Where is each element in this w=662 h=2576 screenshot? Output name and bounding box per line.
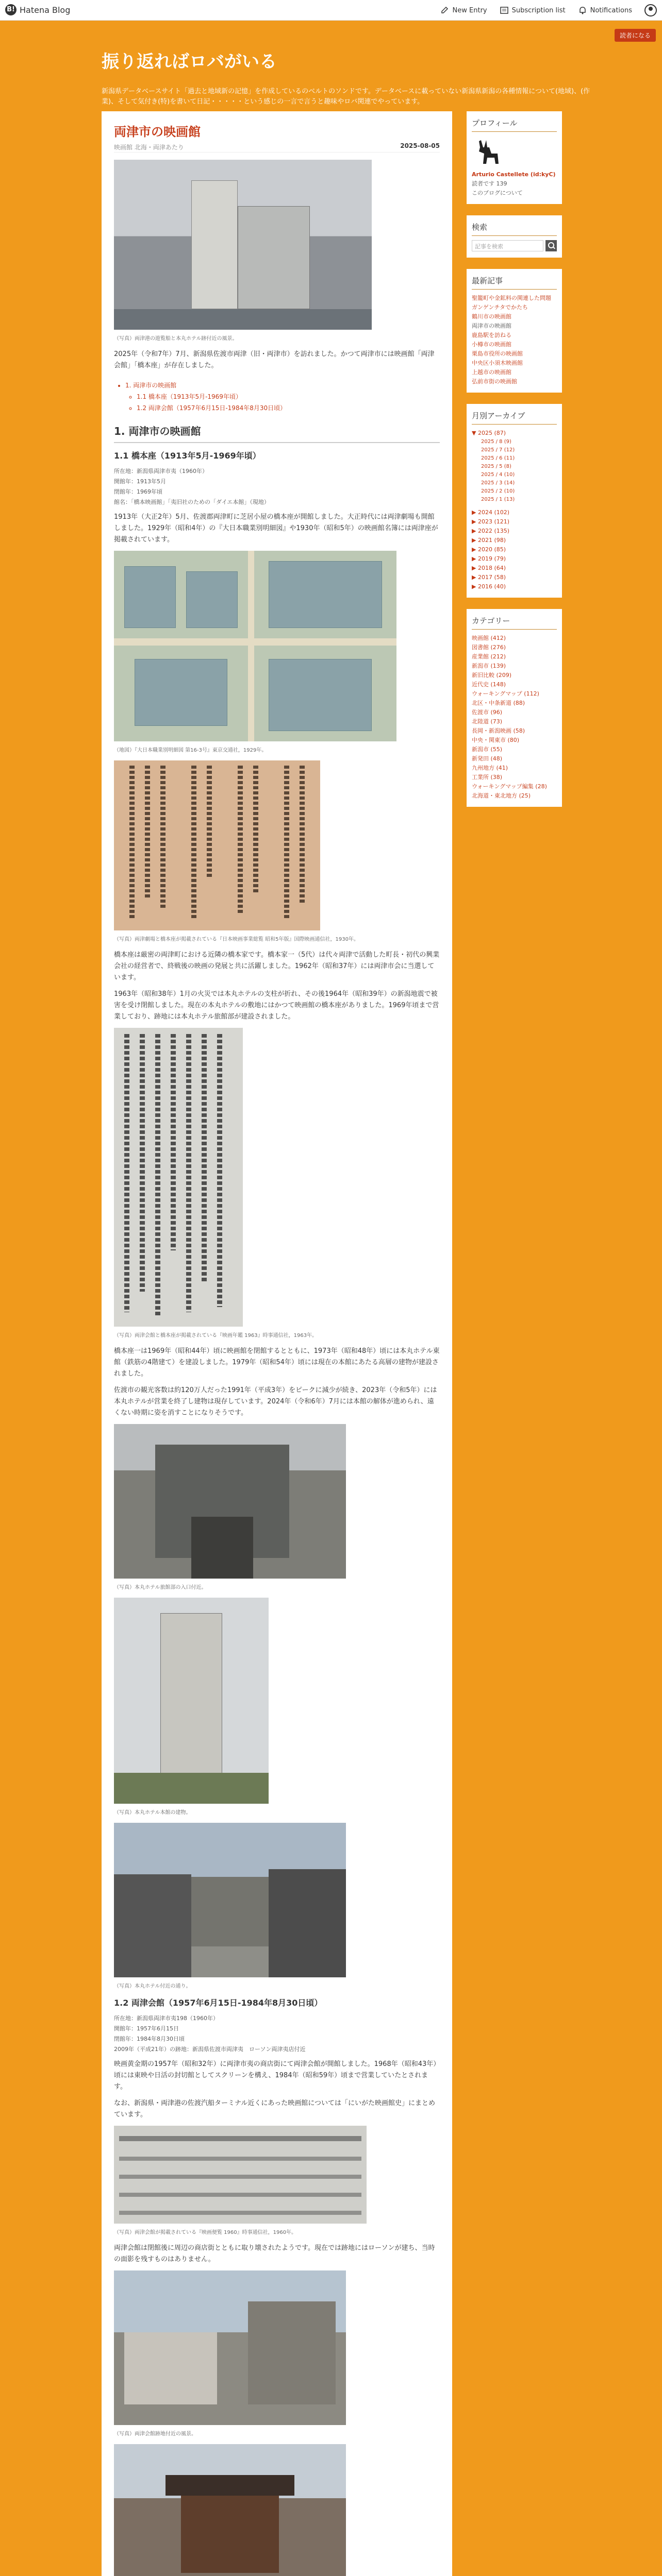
recent-post-link[interactable]: 小樽市の映画館 xyxy=(472,341,511,348)
sidebar xyxy=(467,111,562,818)
meta-line: 館名：「橋本映画館」「夷旧社のための「ダイエ本館」（現地） xyxy=(114,499,270,505)
module-title: 検索 xyxy=(472,222,557,236)
archive-year-link[interactable]: ▶ 2017 (58) xyxy=(472,574,506,581)
article-paragraph: 橋本座は厳密の両津町における近隣の橋本家です。橋本家一（5代）は代々両津で活動した町長・初代の興業会社の経営者で、終戦後の映画の発展と共に活躍しました。1962年（昭和37年）には両津市会に当選しています。 xyxy=(114,951,440,981)
archive-year-link[interactable]: ▶ 2024 (102) xyxy=(472,509,510,516)
meta-line: 閉館年：1984年8月30日頃 xyxy=(114,2036,185,2042)
recent-post-link[interactable]: 鹿島駅を訪ねる xyxy=(472,332,511,338)
recent-post-link[interactable]: 上越市の映画館 xyxy=(472,369,511,376)
section-heading: 1. 両津市の映画館 xyxy=(114,423,440,443)
recent-post-link[interactable]: ガンゲンチタでかたち xyxy=(472,304,528,311)
category-link[interactable]: 工業所 (38) xyxy=(472,774,503,781)
table-of-contents xyxy=(125,380,440,414)
category-link[interactable]: 北陸道 (73) xyxy=(472,718,503,725)
profile-avatar[interactable] xyxy=(472,136,503,167)
photo-site-today xyxy=(114,2270,346,2425)
photo-street xyxy=(114,1823,346,1977)
category-link[interactable]: ウォーキングマップ編集 (28) xyxy=(472,783,547,790)
meta-line: 所在地：新潟県両津市夷198（1960年） xyxy=(114,2015,219,2022)
category-link[interactable]: 長岡・新潟映画 (58) xyxy=(472,727,525,734)
donkey-icon xyxy=(472,136,503,167)
meta-line: 開館年：1957年6月15日 xyxy=(114,2025,179,2032)
category-link[interactable]: 新潟市 (139) xyxy=(472,663,506,669)
scan-handbook-1960 xyxy=(114,2126,367,2224)
article-header xyxy=(114,122,440,152)
photo-hotel-entrance xyxy=(114,1424,346,1579)
hatena-logo-icon: B! xyxy=(5,4,16,15)
category-link[interactable]: 新旧比較 (209) xyxy=(472,672,512,679)
archive-month-link[interactable]: 2025 / 5 (8) xyxy=(481,464,511,469)
blog-description: 新潟県データベースサイト「過去と地域新の記憶」を作成しているのベルトのソンドです。データベースに載っていない新潟県新潟の各種情報について(地域)、(作業)、そして気付き(特)を書いて日記・・・・・という感じの一言で言うと趣味やロバ関連でやっています。 xyxy=(102,88,590,106)
photo-caption: （写真）本丸ホテル付近の通り。 xyxy=(114,1984,191,1989)
archive-year-link[interactable]: ▶ 2022 (135) xyxy=(472,528,510,534)
about-blog-link[interactable]: このブログについて xyxy=(472,190,523,196)
archive-year-link[interactable]: ▶ 2021 (98) xyxy=(472,537,506,544)
archive-year-link[interactable]: ▶ 2019 (79) xyxy=(472,555,506,562)
archive-month-link[interactable]: 2025 / 3 (14) xyxy=(481,480,515,486)
toc-item[interactable]: ◦ 1.1 橋本座（1913年5月-1969年頃） xyxy=(137,391,440,402)
scan-caption: （写真）両津劇場と橋本座が掲載されている『日本映画事業総覧 昭和5年版』国際映画通信社，1930年。 xyxy=(114,937,359,942)
archive-month-link[interactable]: 2025 / 8 (9) xyxy=(481,439,511,445)
article-paragraph: 両津会館は閉館後に周辺の商店街とともに取り壊されたようです。現在では跡地にはローソンが建ち、当時の面影を残すものはありません。 xyxy=(114,2244,435,2263)
article-title[interactable]: 両津市の映画館 xyxy=(114,125,201,139)
toc-item[interactable]: • 1. 両津市の映画館 xyxy=(125,380,440,391)
scan-caption: （写真）両津会館と橋本座が掲載されている『映画年鑑 1963』時事通信社，1963年。 xyxy=(114,1333,318,1338)
subsection-heading: 1.2 両津会館（1957年6月15日-1984年8月30日頃） xyxy=(114,1998,323,2008)
map-caption: （地図）『大日本職業別明細図 第16-3号』東京交通社，1929年。 xyxy=(114,748,267,753)
archive-month-link[interactable]: 2025 / 7 (12) xyxy=(481,447,515,453)
bell-icon xyxy=(578,6,587,15)
recent-post-link[interactable]: 鶴川市の映画館 xyxy=(472,313,511,320)
notifications-button[interactable] xyxy=(578,6,632,15)
module-title: 月別アーカイブ xyxy=(472,410,557,425)
photo-hotel-main xyxy=(114,1598,269,1804)
article-date[interactable]: 2025-08-05 xyxy=(400,142,440,149)
category-link[interactable]: 佐渡市 (96) xyxy=(472,709,503,716)
category-link[interactable]: 近代史 (148) xyxy=(472,681,506,688)
scan-directory-1930 xyxy=(114,760,320,930)
pencil-icon xyxy=(440,6,450,15)
meta-line: 所在地：新潟県両津市夷（1960年） xyxy=(114,468,208,474)
scan-caption: （写真）両津会館が掲載されている『映画便覧 1960』時事通信社，1960年。 xyxy=(114,2230,297,2235)
profile-readers: 読者です 139 xyxy=(472,180,507,187)
recent-post-link[interactable]: 弘前市街の映画館 xyxy=(472,378,517,385)
article-intro: 2025年（令和7年）7月、新潟県佐渡市両津（旧・両津市）を訪れました。かつて両津市には映画館「両津会館」「橋本座」が存在しました。 xyxy=(114,350,435,369)
historic-map xyxy=(114,551,396,741)
photo-caption: （写真）両津会館跡地付近の風景。 xyxy=(114,2431,196,2437)
archive-month-link[interactable]: 2025 / 1 (13) xyxy=(481,497,515,502)
archive-year-link[interactable]: ▶ 2023 (121) xyxy=(472,518,510,525)
photo-caption: （写真）本丸ホテル本館の建物。 xyxy=(114,1810,191,1816)
blog-title[interactable]: 振り返ればロバがいる xyxy=(102,52,277,72)
article-paragraph: 佐渡市の観光客数は約120万人だった1991年（平成3年）をピークに減少が続き、2023年（令和5年）には本丸ホテルが営業を終了し建物は現存しています。2024年（令和6年）7月には本館の解体が進められ、遠くない時期に姿を消すことになりそうです。 xyxy=(114,1386,437,1417)
recent-posts-module xyxy=(467,269,562,393)
category-link[interactable]: 北海道・東北地方 (25) xyxy=(472,792,531,799)
category-link[interactable]: 新発田 (48) xyxy=(472,755,503,762)
article-paragraph: 1963年（昭和38年）1月の火災では本丸ホテルの支柱が折れ、その後1964年（昭和39年）の新潟地震で被害を受け閉館しました。現在の本丸ホテルの敷地にはかつて映画館の橋本座がありました。1969年頃まで営業しており、跡地には本丸ホテル旅館部が建設されました。 xyxy=(114,990,439,1021)
profile-module xyxy=(467,111,562,204)
search-input[interactable]: 記事を検索 xyxy=(472,240,543,251)
category-link[interactable]: 九州地方 (41) xyxy=(472,765,508,771)
category-link[interactable]: 産業館 (212) xyxy=(472,653,506,660)
global-header xyxy=(0,0,662,21)
article-paragraph: 映画黄金期の1957年（昭和32年）に両津市夷の商店街にて両津会館が開館しました。1968年（昭和43年）頃には東映や日活の封切館としてスクリーンを構え、1984年（昭和59年）頃まで営業していたとされます。 xyxy=(114,2060,437,2091)
category-link[interactable]: 北区・中条新道 (88) xyxy=(472,700,525,706)
logo-text: Hatena Blog xyxy=(20,5,71,15)
photo-hotel-harbor xyxy=(114,160,372,330)
module-title: カテゴリー xyxy=(472,615,557,630)
toc-item[interactable]: ◦ 1.2 両津会館（1957年6月15日-1984年8月30日頃） xyxy=(137,402,440,414)
archive-year-link[interactable]: ▶ 2016 (40) xyxy=(472,583,506,590)
module-title: 最新記事 xyxy=(472,275,557,290)
article-paragraph: 1913年（大正2年）5月、佐渡郡両津町に芝居小屋の橋本座が開館しました。大正時代には両津劇場も開館しました。1929年（昭和4年）の『大日本職業別明細図』や1930年（昭和5年）の映画館名簿には両津座が掲載されています。 xyxy=(114,513,438,544)
module-title: プロフィール xyxy=(472,117,557,132)
article-paragraph: 橋本座一は1969年（昭和44年）頃に映画館を閉館するとともに、1973年（昭和48年）頃には本丸ホテル東館（鉄筋の4階建て）を建設しました。1979年（昭和54年）頃には現在の本館にあたる高層の建物が建設されました。 xyxy=(114,1347,440,1378)
subsection-heading: 1.1 橋本座（1913年5月-1969年頃） xyxy=(114,451,261,461)
meta-line: 2009年（平成21年）の跡地：新潟県佐渡市両津夷 ローソン両津夷店付近 xyxy=(114,2046,306,2053)
photo-temple-gate xyxy=(114,2444,346,2576)
notifications-label: Notifications xyxy=(590,6,632,14)
new-entry-button[interactable] xyxy=(440,6,487,15)
subscription-list-button[interactable] xyxy=(500,6,566,15)
article-main xyxy=(102,111,452,2576)
archive-year-link[interactable]: ▶ 2018 (64) xyxy=(472,565,506,571)
search-module xyxy=(467,215,562,258)
recent-post-link[interactable]: 両津市の映画館 xyxy=(472,323,511,329)
photo-caption: （写真）本丸ホテル旅館部の入口付近。 xyxy=(114,1585,207,1590)
scan-yearbook-1963 xyxy=(114,1028,243,1327)
list-icon xyxy=(500,6,509,15)
archive-month-link[interactable]: 2025 / 6 (11) xyxy=(481,455,515,461)
venue-meta xyxy=(114,2013,440,2055)
meta-line: 開館年：1913年5月 xyxy=(114,478,166,485)
category-link[interactable]: ウォーキングマップ (112) xyxy=(472,690,539,697)
venue-meta xyxy=(114,466,440,507)
archive-month-link[interactable]: 2025 / 4 (10) xyxy=(481,472,515,478)
meta-line: 閉館年：1969年頃 xyxy=(114,488,162,495)
recent-post-link[interactable]: 中央区小須木映画館 xyxy=(472,360,523,366)
category-link[interactable]: 映画館 (412) xyxy=(472,635,506,641)
profile-name-link[interactable]: Arturio Castellete (id:kyC) xyxy=(472,171,556,178)
archive-year-2025[interactable]: ▼ 2025 (87) xyxy=(472,430,506,436)
subscription-list-label: Subscription list xyxy=(511,6,566,14)
category-link[interactable]: 中央・関東市 (80) xyxy=(472,737,520,743)
article-paragraph: なお、新潟県・両津港の佐渡汽船ターミナル近くにあった映画館については「にいがた映画館史」にまとめています。 xyxy=(114,2099,435,2119)
hatena-blog-logo[interactable] xyxy=(5,4,70,15)
category-link[interactable]: 新潟市 (55) xyxy=(472,746,503,753)
recent-post-link[interactable]: 聖籠町や金鉱料の関連した問題 xyxy=(472,295,551,301)
user-avatar[interactable] xyxy=(644,4,657,16)
category-module xyxy=(467,609,562,807)
recent-post-link[interactable]: 栗島市役所の映画館 xyxy=(472,350,523,357)
photo-caption: （写真）両津港の遊覧船と本丸ホテル跡付近の風景。 xyxy=(114,336,238,342)
new-entry-label: New Entry xyxy=(452,6,487,14)
subscribe-reader-button[interactable]: 読者になる xyxy=(615,29,656,42)
category-link[interactable]: 図書館 (276) xyxy=(472,644,506,651)
search-button[interactable] xyxy=(545,240,557,251)
archive-module xyxy=(467,404,562,598)
article-categories[interactable]: 映画館 北海・両津あたり xyxy=(114,144,184,151)
archive-month-link[interactable]: 2025 / 2 (10) xyxy=(481,488,515,494)
archive-year-link[interactable]: ▶ 2020 (85) xyxy=(472,546,506,553)
